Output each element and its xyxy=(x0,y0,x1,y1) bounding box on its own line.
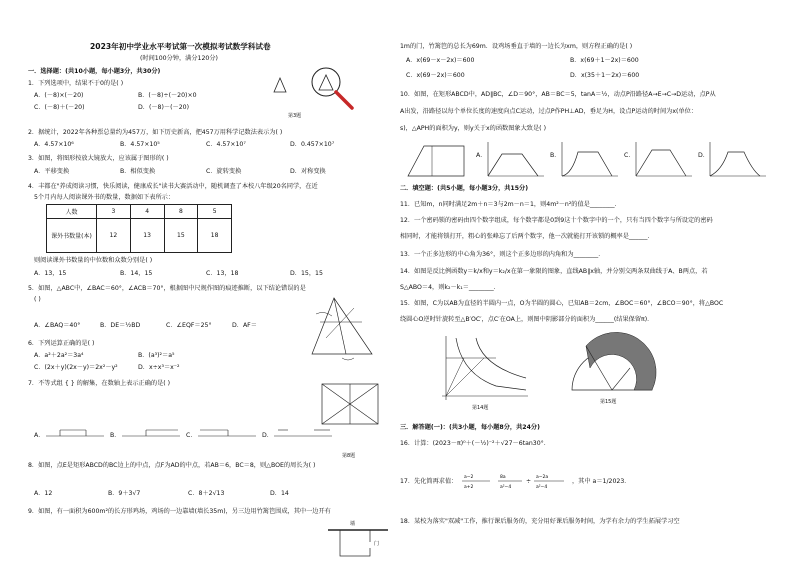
q12-stem-line1: 12．一个密码锁的密码由四个数字组成，每个数字都是0到9这十个数字中的一个，只有当四个数字与所设定的密码 xyxy=(400,217,713,224)
q2-option-b: B．4.57×10⁵ xyxy=(120,141,160,148)
magnifier-figure xyxy=(268,64,368,124)
q10-trapezoid-figure xyxy=(404,140,468,182)
q10-graph-a xyxy=(484,140,546,182)
q8-option-d: D．14 xyxy=(270,490,289,497)
number-line-b xyxy=(122,426,182,442)
q6-option-a: A．a²＋2a²＝3a⁴ xyxy=(34,352,84,359)
q6-option-d: D．x÷x³＝x⁻² xyxy=(138,364,180,371)
q1-stem: 1．下列选项中，结果不于0的是( ) xyxy=(28,80,124,87)
table-header-people: 人数 xyxy=(47,205,97,219)
q5-option-c: C．∠EQF＝25° xyxy=(166,322,212,329)
q14-hyperbola-figure xyxy=(436,334,532,402)
table-cell: 5 xyxy=(198,205,232,219)
q6-option-c: C．(2x＋y)(2x－y)＝2x²－y² xyxy=(34,364,118,371)
svg-text:÷: ÷ xyxy=(526,478,532,485)
q4-option-c: C．13，18 xyxy=(206,270,239,277)
q3-option-a: A．平移变换 xyxy=(34,168,70,175)
table-cell: 15 xyxy=(164,219,198,253)
q9-option-b: B．x(69＋1－2x)＝600 xyxy=(570,57,639,64)
q10-option-d: D． xyxy=(698,152,709,159)
q4-stem-line2: 5个月内每人阅读课外书的数量，数据如下表所示： xyxy=(34,194,175,201)
q1-option-d: D．(－8)－(－20) xyxy=(138,104,189,111)
q3-stem: 3．如图，将图形按放大镜放大，应该属于图形的( ) xyxy=(28,155,169,162)
table-cell: 3 xyxy=(97,205,131,219)
q7-option-a: A． xyxy=(34,432,45,439)
q10-stem-line2: A出发，沿路径以每个单位长度的速度向点C运动，过点P作PH⊥AD，垂足为H，设点P运动的时间为x(单位： xyxy=(400,108,698,115)
q6-option-b: B．(a³)²＝a⁵ xyxy=(138,352,175,359)
figure-15-caption: 第15题 xyxy=(600,399,617,405)
exam-subtitle: (时间100分钟，满分120分) xyxy=(140,55,218,62)
table-header-books: 课外书数量(本) xyxy=(47,219,97,253)
q4-option-a: A．13，15 xyxy=(34,270,67,277)
q5-option-b: B．DE＝½BD xyxy=(100,322,141,329)
table-cell: 18 xyxy=(198,219,232,253)
q4-stem-line1: 4．丰都在"养成阅读习惯，快乐阅读，健康成长"读书大赛活动中，随机调查了本校八年级20名同学，在近 xyxy=(28,183,318,190)
wall-label: 墙 xyxy=(350,521,356,527)
figure-3-caption: 第3题 xyxy=(288,113,302,119)
table-cell: 8 xyxy=(164,205,198,219)
q10-graph-c xyxy=(632,140,694,182)
q8-option-a: A．12 xyxy=(34,490,53,497)
q9-option-d: D．x(35＋1－2x)＝600 xyxy=(570,72,640,79)
q10-stem-line1: 10．如图，在矩形ABCD中，AD∥BC，∠D＝90°，AB＝BC＝5，tanA＝½，动点P沿路径A→E→C→D运动，点P从 xyxy=(400,91,716,98)
q3-option-c: C．旋转变换 xyxy=(206,168,242,175)
table-cell: 12 xyxy=(97,219,131,253)
q1-option-a: A．(－8)×(－20) xyxy=(34,92,84,99)
q12-stem-line2: 相同时，才能将锁打开，粗心的张峰忘了后两个数字，他一次就能打开该锁的概率是______． xyxy=(400,233,654,240)
section-1-heading: 一．选择题：(共10小题，每小题3分，共30分) xyxy=(28,68,161,75)
q15-stem-line1: 15．如图，C为以AB为直径的半圆内一点，O为半圆的圆心，已知AB＝2cm，∠BOC＝60°，∠BCO＝90°，将△BOC xyxy=(400,300,724,307)
q14-stem-line1: 14．如图是反比例函数y＝k/x和y＝k₂/x在第一象限的图象，直线AB∥x轴，并分别交两条双曲线于A、B两点，若 xyxy=(400,268,708,275)
q18-stem: 18．某校为落实"双减"工作，推行课后服务的，充分用好课后服务时间，为学有余力的学生拓展学习空 xyxy=(400,518,680,525)
q9-stem-line1: 9．如图，有一面积为600m²的长方形鸡场，鸡场的一边靠墙(墙长35m)，另三边用竹篱笆围成，其中一边开有 xyxy=(28,508,331,515)
svg-text:8a: 8a xyxy=(500,475,506,480)
q5-stem-line2: ( ) xyxy=(34,296,41,303)
section-3-heading: 三．解答题(一)：(共3小题，每小题8分，共24分) xyxy=(400,424,540,431)
q9-option-c: C．x(69－2x)＝600 xyxy=(406,72,465,79)
q16-stem: 16．计算：(2023－π)⁰＋(－½)⁻²＋√27－6tan30°． xyxy=(400,440,550,447)
q4-data-table xyxy=(46,204,232,253)
figure-8-caption: 第8题 xyxy=(342,453,356,459)
figure-14-caption: 第14题 xyxy=(472,405,489,411)
number-line-c xyxy=(198,426,258,442)
q4-option-b: B．14，15 xyxy=(120,270,153,277)
number-line-a xyxy=(46,426,106,442)
q4-option-d: D．15，15 xyxy=(290,270,323,277)
q9-stem-line2: 1m的门，竹篱笆的总长为69m．设鸡场垂直于墙的一边长为xm，则方程正确的是( ) xyxy=(400,43,633,50)
svg-text:a²−4: a²−4 xyxy=(500,485,512,490)
exam-title: 2023年初中学业水平考试第一次模拟考试数学科试卷 xyxy=(90,42,271,51)
q13-stem: 13．一个正多边形的中心角为36°，则这个正多边形的内角和为________． xyxy=(400,251,605,258)
q8-rectangle-figure xyxy=(318,380,382,432)
q10-stem-line3: s)，△APH的面积为y，则y关于x的函数图象大致是( ) xyxy=(400,125,546,132)
q15-semicircle-figure xyxy=(564,338,660,394)
q8-option-c: C．8＋2√13 xyxy=(188,490,225,497)
q8-option-b: B．9＋3√7 xyxy=(108,490,141,497)
q2-stem: 2．据统计，2022年各种票总量约为457万，如下历史新高，把457万用科学记数法表示为( ) xyxy=(28,129,283,136)
q15-stem-line2: 绕圆心O逆时针旋转至△B′OC′，点C′在OA上，则图中阴影部分的面积为______(结果保留π)． xyxy=(400,316,654,323)
q10-graph-b xyxy=(558,140,620,182)
svg-text:a²−4: a²−4 xyxy=(536,485,548,490)
q10-option-c: C． xyxy=(624,152,635,159)
q1-option-b: B．(－8)÷(－20)×0 xyxy=(138,92,197,99)
q7-option-b: B． xyxy=(110,432,121,439)
q5-construction-figure xyxy=(306,292,378,364)
door-label: 门 xyxy=(374,541,380,547)
q6-stem: 6．下列运算正确的是( ) xyxy=(28,340,95,347)
q17-stem-suffix: ，其中 a＝1/2023． xyxy=(572,478,631,485)
q7-option-d: D． xyxy=(262,432,273,439)
svg-text:a−2a: a−2a xyxy=(536,475,549,480)
q7-option-c: C． xyxy=(186,432,197,439)
q11-stem: 11．已知m，n同时满足2m＋n＝3与2m－n＝1，则4m²－n²的值是________． xyxy=(400,201,621,208)
q14-stem-line2: S△ABO＝4，则k₂－k₁＝________． xyxy=(400,284,500,291)
q3-option-b: B．相似变换 xyxy=(120,168,156,175)
q2-option-d: D．0.457×10⁷ xyxy=(290,141,335,148)
q2-option-c: C．4.57×10⁷ xyxy=(206,141,246,148)
svg-text:a+2: a+2 xyxy=(464,485,474,490)
q5-stem-line1: 5．如图，△ABC中，∠BAC＝60°，∠ACB＝70°，根据图中尺规作图的痕迹推断，以下结论错误的是 xyxy=(28,285,306,292)
q5-option-a: A．∠BAQ＝40° xyxy=(34,322,81,329)
q8-stem: 8．如图，点E是矩形ABCD的BC边上的中点，点F为AD的中点，若AB＝6，BC＝8，则△BOE的周长为( ) xyxy=(28,462,316,469)
q10-option-a: A． xyxy=(476,152,487,159)
q7-stem: 7．不等式组 { } 的解集，在数轴上表示正确的是( ) xyxy=(28,380,171,387)
q10-graph-d xyxy=(706,140,768,182)
q9-option-a: A．x(69－x－2x)＝600 xyxy=(406,57,475,64)
table-cell: 4 xyxy=(130,205,164,219)
svg-text:a−2: a−2 xyxy=(464,475,474,480)
q3-option-d: D．对称变换 xyxy=(290,168,326,175)
q2-option-a: A．4.57×10⁶ xyxy=(34,141,74,148)
q1-option-c: C．(－8)＋(－20) xyxy=(34,104,85,111)
q4-stem-line3: 则阅读课外书数量的中位数和众数分别是( ) xyxy=(34,257,153,264)
q17-stem-prefix: 17．先化简再求值： xyxy=(400,478,458,485)
table-cell: 13 xyxy=(130,219,164,253)
q10-option-b: B． xyxy=(550,152,561,159)
section-2-heading: 二．填空题：(共5小题，每小题3分，共15分) xyxy=(400,185,529,192)
q5-option-d: D．AF＝ xyxy=(232,322,257,329)
q17-fraction-expression xyxy=(460,472,570,490)
